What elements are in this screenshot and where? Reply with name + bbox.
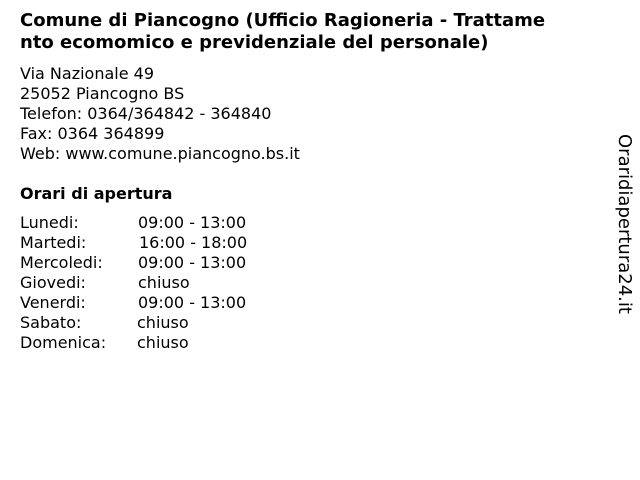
day-hours: chiuso xyxy=(138,273,190,292)
day-hours: 09:00 - 13:00 xyxy=(138,253,247,272)
address-city: 25052 Piancogno BS xyxy=(20,84,185,103)
day-hours: chiuso xyxy=(137,333,189,352)
day-label: Mercoledi: xyxy=(20,253,103,272)
day-label: Martedi: xyxy=(20,233,87,252)
day-hours: 09:00 - 13:00 xyxy=(138,293,247,312)
day-label: Lunedi: xyxy=(20,213,79,232)
day-label: Giovedi: xyxy=(20,273,86,292)
address-phone: Telefon: 0364/364842 - 364840 xyxy=(20,104,272,123)
day-hours: 16:00 - 18:00 xyxy=(139,233,248,252)
site-watermark: Oraridiapertura24.it xyxy=(614,134,635,314)
address-fax: Fax: 0364 364899 xyxy=(20,124,165,143)
day-label: Sabato: xyxy=(20,313,82,332)
opening-hours-heading: Orari di apertura xyxy=(20,184,173,203)
day-hours: 09:00 - 13:00 xyxy=(138,213,247,232)
office-title: Comune di Piancogno (Ufficio Ragioneria - Trattame nto ecomomico e previdenziale del personale) xyxy=(20,10,546,53)
address-web: Web: www.comune.piancogno.bs.it xyxy=(20,144,300,163)
day-label: Venerdi: xyxy=(20,293,86,312)
day-hours: chiuso xyxy=(137,313,189,332)
address-street: Via Nazionale 49 xyxy=(20,64,155,83)
address-block xyxy=(20,64,300,164)
day-label: Domenica: xyxy=(20,333,107,352)
